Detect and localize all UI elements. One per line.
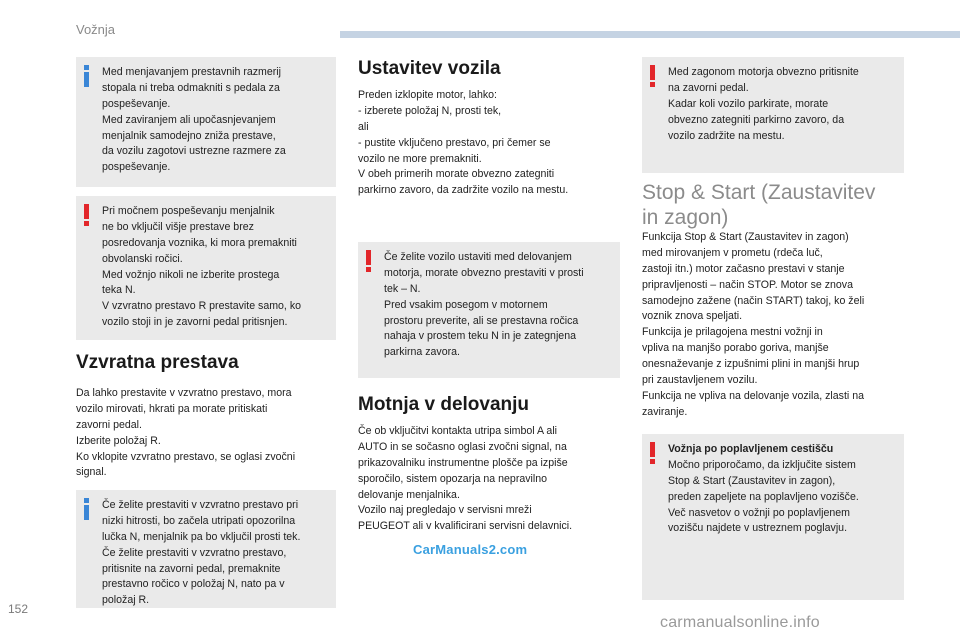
text-line: Ko vklopite vzvratno prestavo, se oglasi zvočni	[76, 450, 296, 463]
text-line: voznik znova speljati.	[642, 310, 743, 323]
warning-box-text	[668, 442, 896, 537]
text-line: vozilo stoji in je zavorni pedal pritisnjen.	[102, 316, 288, 329]
text-line: med mirovanjem v prometu (rdeča luč,	[642, 246, 823, 259]
text-line: teka N.	[102, 284, 136, 297]
text-line: zastoji itn.) motor začasno prestavi v stanje	[642, 262, 845, 275]
text-line: vozišču najdete v ustreznem poglavju.	[668, 522, 848, 535]
warning-box-starting	[642, 57, 904, 173]
text-line: Če želite vozilo ustaviti med delovanjem	[384, 251, 572, 263]
section-title-malfunction: Motnja v delovanju	[358, 394, 530, 415]
warning-icon	[366, 250, 376, 272]
warning-icon	[650, 65, 660, 87]
warning-box-flooded-road	[642, 434, 904, 600]
info-box-text	[102, 498, 328, 609]
title-line: in zagon)	[642, 206, 729, 230]
text-line: ali	[358, 120, 369, 133]
text-line: Funkcija ne vpliva na delovanje vozila, zlasti na	[642, 389, 865, 402]
text-line: pospeševanje.	[102, 161, 171, 174]
info-box-text	[102, 65, 328, 176]
text-line: stopala ni treba odmakniti s pedala za	[102, 81, 280, 94]
text-line: položaj R.	[102, 594, 150, 607]
stop-start-paragraph	[642, 230, 906, 421]
text-line: tek – N.	[384, 282, 421, 295]
text-line: Med menjavanjem prestavnih razmerij	[102, 66, 281, 78]
text-line: pripravljenosti – način STOP. Motor se znova	[642, 278, 853, 291]
text-line: vozilo ne more premakniti.	[358, 152, 482, 165]
warning-box-acceleration	[76, 196, 336, 340]
warning-box-text	[102, 204, 328, 331]
text-line: pritisnite na zavorni pedal, premaknite	[102, 562, 281, 575]
info-box-shifting	[76, 57, 336, 187]
malfunction-paragraph	[358, 424, 620, 535]
text-line: obvolanski ročici.	[102, 252, 183, 265]
text-line: prestavno ročico v položaj N, nato pa v	[102, 578, 285, 591]
text-line: Med zaviranjem ali upočasnjevanjem	[102, 113, 276, 126]
text-line: pri zaustavljenem vozilu.	[642, 374, 758, 387]
warning-box-text	[668, 65, 896, 144]
text-line: vpliva na manjšo porabo goriva, manjše	[642, 342, 829, 355]
text-line: vozilo zadržite na mestu.	[668, 129, 785, 142]
page-number: 152	[8, 602, 29, 616]
text-line: signal.	[76, 466, 107, 479]
page-header-title: Vožnja	[76, 22, 116, 37]
watermark-carmanuals: CarManuals2.com	[413, 542, 528, 557]
text-line: Funkcija Stop & Start (Zaustavitev in zagon)	[642, 231, 849, 243]
info-box-reverse	[76, 490, 336, 608]
info-icon	[84, 498, 94, 520]
text-line: Pred vsakim posegom v motornem	[384, 298, 548, 311]
text-line: Če želite prestaviti v vzvratno prestavo,	[102, 546, 287, 559]
text-line: posredovanja voznika, ki mora premakniti	[102, 236, 297, 249]
text-line: zaviranje.	[642, 405, 688, 418]
text-line: parkirno zavoro, da zadržite vozilo na mestu.	[358, 184, 569, 197]
text-line: V obeh primerih morate obvezno zategniti	[358, 168, 555, 181]
text-line: samodejno zažene (način START) takoj, ko želi	[642, 294, 865, 307]
text-line: Med zagonom motorja obvezno pritisnite	[668, 66, 859, 78]
text-line: Funkcija je prilagojena mestni vožnji in	[642, 326, 823, 339]
text-line: na zavorni pedal.	[668, 81, 749, 94]
text-line: Preden izklopite motor, lahko:	[358, 89, 497, 101]
text-line: delovanje menjalnika.	[358, 488, 460, 501]
text-line: AUTO in se sočasno oglasi zvočni signal, na	[358, 440, 567, 453]
text-line: preden zapeljete na poplavljeno vozišče.	[668, 490, 859, 503]
reverse-paragraph	[76, 386, 338, 481]
text-line: - pustite vključeno prestavo, pri čemer se	[358, 136, 551, 149]
text-line: Kadar koli vozilo parkirate, morate	[668, 97, 829, 110]
section-title-stopping: Ustavitev vozila	[358, 58, 501, 79]
text-line: Če ob vključitvi kontakta utripa simbol A ali	[358, 425, 558, 437]
text-line: - izberete položaj N, prosti tek,	[358, 104, 502, 117]
warning-heading: Vožnja po poplavljenem cestišču	[668, 443, 834, 455]
text-line: Med vožnjo nikoli ne izberite prostega	[102, 268, 280, 281]
text-line: zavorni pedal.	[76, 418, 142, 431]
text-line: menjalnik samodejno zniža prestave,	[102, 129, 276, 142]
watermark-site: carmanualsonline.info	[660, 614, 820, 631]
title-line: Stop & Start (Zaustavitev	[642, 181, 876, 204]
warning-box-neutral	[358, 242, 620, 378]
warning-icon	[650, 442, 660, 464]
text-line: nahaja v prostem teku N in je zategnjena	[384, 330, 576, 343]
text-line: Če želite prestaviti v vzvratno prestavo pri	[102, 499, 299, 511]
text-line: Stop & Start (Zaustavitev in zagon),	[668, 474, 836, 487]
text-line: parkirna zavora.	[384, 346, 460, 359]
text-line: prikazovalniku instrumentne plošče pa izpiše	[358, 456, 568, 469]
stopping-paragraph	[358, 88, 620, 199]
header-bar	[340, 31, 960, 38]
warning-icon	[84, 204, 94, 226]
text-line: prostoru preverite, ali se prestavna ročica	[384, 314, 579, 327]
text-line: pospeševanje.	[102, 97, 171, 110]
text-line: Pri močnem pospeševanju menjalnik	[102, 205, 275, 217]
text-line: Da lahko prestavite v vzvratno prestavo, mora	[76, 387, 292, 399]
info-icon	[84, 65, 94, 87]
section-title-stop-start	[642, 180, 875, 230]
text-line: Močno priporočamo, da izključite sistem	[668, 458, 856, 471]
warning-box-text	[384, 250, 612, 361]
text-line: sporočilo, sistem opozarja na nepravilno	[358, 472, 548, 485]
text-line: Izberite položaj R.	[76, 434, 161, 447]
text-line: obvezno zategniti parkirno zavoro, da	[668, 113, 845, 126]
text-line: V vzvratno prestavo R prestavite samo, ko	[102, 300, 302, 313]
text-line: ne bo vključil višje prestave brez	[102, 220, 254, 233]
text-line: nizki hitrosti, bo začela utripati opozorilna	[102, 514, 296, 527]
text-line: vozilo mirovati, hkrati pa morate pritiskati	[76, 402, 268, 415]
text-line: onesnaževanje z izpušnimi plini in manjši hrup	[642, 358, 860, 371]
text-line: Več nasvetov o vožnji po poplavljenem	[668, 506, 850, 519]
section-title-reverse: Vzvratna prestava	[76, 352, 239, 373]
text-line: Vozilo naj pregledajo v servisni mreži	[358, 504, 532, 517]
text-line: PEUGEOT ali v kvalificirani servisni delavnici.	[358, 520, 573, 533]
text-line: motorja, morate obvezno prestaviti v prosti	[384, 266, 584, 279]
text-line: lučka N, menjalnik pa bo vključil prosti tek.	[102, 530, 301, 543]
text-line: da vozilu zagotovi ustrezne razmere za	[102, 145, 286, 158]
